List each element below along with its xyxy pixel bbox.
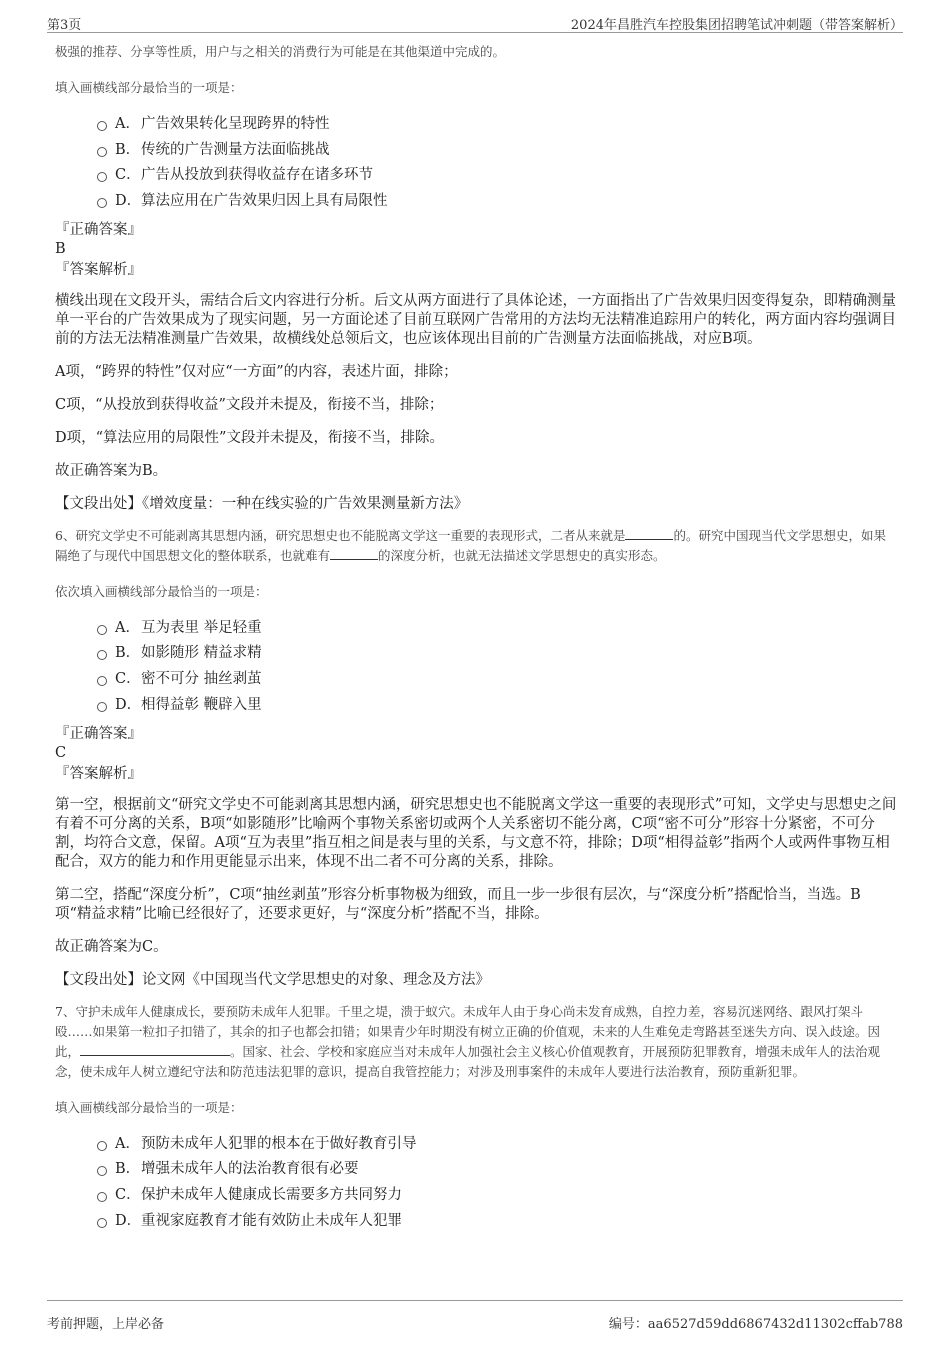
blank-line	[625, 526, 673, 540]
page-number: 第3页	[47, 18, 82, 33]
q5-option-a[interactable]: A．广告效果转化呈现跨界的特性	[55, 112, 897, 138]
q5-option-c[interactable]: C．广告从投放到获得收益存在诸多环节	[55, 163, 897, 189]
q6-conclusion: 故正确答案为C。	[55, 938, 168, 955]
q7-option-a[interactable]: A．预防未成年人犯罪的根本在于做好教育引导	[55, 1132, 897, 1158]
radio-icon[interactable]	[97, 1141, 107, 1151]
q5-answer: B	[55, 240, 66, 257]
document-code: 编号：aa6527d59dd6867432d11302cffab788	[608, 1317, 903, 1332]
radio-icon[interactable]	[97, 1218, 107, 1228]
page-footer	[47, 1300, 903, 1335]
q7-stem: 7、守护未成年人健康成长，要预防未成年人犯罪。千里之堤，溃于蚁穴。未成年人由于身心尚未发育成熟，自控力差，容易沉迷网络、跟风打架斗殴……如果第一粒扣子扣错了，其余的扣子也都会扣错；如果青少年时期没有树立正确的价值观，未来的人生难免走弯路甚至迷失方向、误入歧途。因此， 。国家、社会、学校和家庭应当对未成年人加强社会主义核心价值观教育，开展预防犯罪教育，增强未成年人的法治观念，使未成年人树立遵纪守法和防范违法犯罪的意识，提高自我管控能力；对涉及刑事案件的未成年人要进行法治教育，预防重新犯罪。	[55, 1003, 881, 1079]
page-header	[47, 12, 903, 33]
radio-icon[interactable]	[97, 625, 107, 635]
q6-answer-label: 『正确答案』	[55, 725, 142, 742]
q6-option-d[interactable]: D．相得益彰 鞭辟入里	[55, 693, 897, 719]
q5-conclusion: 故正确答案为B。	[55, 462, 168, 479]
radio-icon[interactable]	[97, 198, 107, 208]
page-content	[55, 42, 897, 1234]
radio-icon[interactable]	[97, 147, 107, 157]
q5-prompt: 填入画横线部分最恰当的一项是：	[55, 80, 243, 95]
q5-analysis-c: C项，“从投放到获得收益”文段并未提及，衔接不当，排除；	[55, 396, 444, 413]
q5-stem-tail: 极强的推荐、分享等性质，用户与之相关的消费行为可能是在其他渠道中完成的。	[55, 44, 506, 59]
q7-option-c[interactable]: C．保护未成年人健康成长需要多方共同努力	[55, 1183, 897, 1209]
q6-prompt: 依次填入画横线部分最恰当的一项是：	[55, 583, 268, 599]
q5-options	[55, 112, 897, 215]
radio-icon[interactable]	[97, 1166, 107, 1176]
q6-option-b[interactable]: B．如影随形 精益求精	[55, 641, 897, 667]
q6-analysis-label: 『答案解析』	[55, 765, 142, 782]
q7-options	[55, 1132, 897, 1235]
blank-line	[80, 1042, 230, 1056]
q6-option-a[interactable]: A．互为表里 举足轻重	[55, 616, 897, 642]
q7-option-b[interactable]: B．增强未成年人的法治教育很有必要	[55, 1157, 897, 1183]
q6-option-c[interactable]: C．密不可分 抽丝剥茧	[55, 667, 897, 693]
radio-icon[interactable]	[97, 702, 107, 712]
q5-answer-label: 『正确答案』	[55, 221, 142, 238]
q5-analysis-a: A项，“跨界的特性”仅对应“一方面”的内容，表述片面，排除；	[55, 363, 458, 380]
q6-analysis-first-blank: 第一空，根据前文“研究文学史不可能剥离其思想内涵，研究思想史也不能脱离文学这一重要的表现形式”可知，文学史与思想史之间有着不可分离的关系，B项“如影随形”比喻两个事物关系密切或两个人关系密切不能分离，C项“密不可分”形容十分紧密，不可分割，均符合文意，保留。A项“互为表里”指互相之间是表与里的关系，与文意不符，排除；D项“相得益彰”指两个人或两件事物互相配合，双方的能力和作用更能显示出来，体现不出二者不可分离的关系，排除。	[55, 796, 897, 870]
q6-source: 【文段出处】论文网《中国现当代文学思想史的对象、理念及方法》	[55, 971, 490, 988]
footer-slogan: 考前押题，上岸必备	[47, 1317, 165, 1332]
radio-icon[interactable]	[97, 1192, 107, 1202]
radio-icon[interactable]	[97, 121, 107, 131]
q5-option-b[interactable]: B．传统的广告测量方法面临挑战	[55, 138, 897, 164]
q5-analysis-d: D项，“算法应用的局限性”文段并未提及，衔接不当，排除。	[55, 429, 444, 446]
document-title: 2024年昌胜汽车控股集团招聘笔试冲刺题（带答案解析）	[570, 18, 903, 33]
q5-analysis-label: 『答案解析』	[55, 261, 142, 278]
q7-prompt: 填入画横线部分最恰当的一项是：	[55, 1099, 243, 1115]
radio-icon[interactable]	[97, 172, 107, 182]
radio-icon[interactable]	[97, 676, 107, 686]
q5-analysis-main: 横线出现在文段开头，需结合后文内容进行分析。后文从两方面进行了具体论述，一方面指出了广告效果归因变得复杂，即精确测量单一平台的广告效果成为了现实问题，另一方面论述了目前互联网广告常用的方法均无法精准追踪用户的转化，两方面内容均强调目前的方法无法精准测量广告效果，故横线处总领后文，也应该体现出目前的广告测量方法面临挑战，对应B项。	[55, 292, 896, 347]
radio-icon[interactable]	[97, 650, 107, 660]
q7-option-d[interactable]: D．重视家庭教育才能有效防止未成年人犯罪	[55, 1209, 897, 1235]
q6-analysis-second-blank: 第二空，搭配“深度分析”，C项“抽丝剥茧”形容分析事物极为细致，而且一步一步很有层次，与“深度分析”搭配恰当，当选。B项“精益求精”比喻已经很好了，还要求更好，与“深度分析”搭配不当，排除。	[55, 886, 861, 922]
q5-option-d[interactable]: D．算法应用在广告效果归因上具有局限性	[55, 189, 897, 215]
q5-source: 【文段出处】《增效度量：一种在线实验的广告效果测量新方法》	[55, 495, 469, 512]
q6-answer: C	[55, 744, 67, 761]
q6-stem: 6、研究文学史不可能剥离其思想内涵，研究思想史也不能脱离文学这一重要的表现形式，二者从来就是 的。研究中国现当代文学思想史，如果隔绝了与现代中国思想文化的整体联系，也就难有 的深度分析，也就无法描述文学思想史的真实形态。	[55, 527, 886, 563]
q6-options	[55, 616, 897, 719]
blank-line	[330, 546, 378, 560]
